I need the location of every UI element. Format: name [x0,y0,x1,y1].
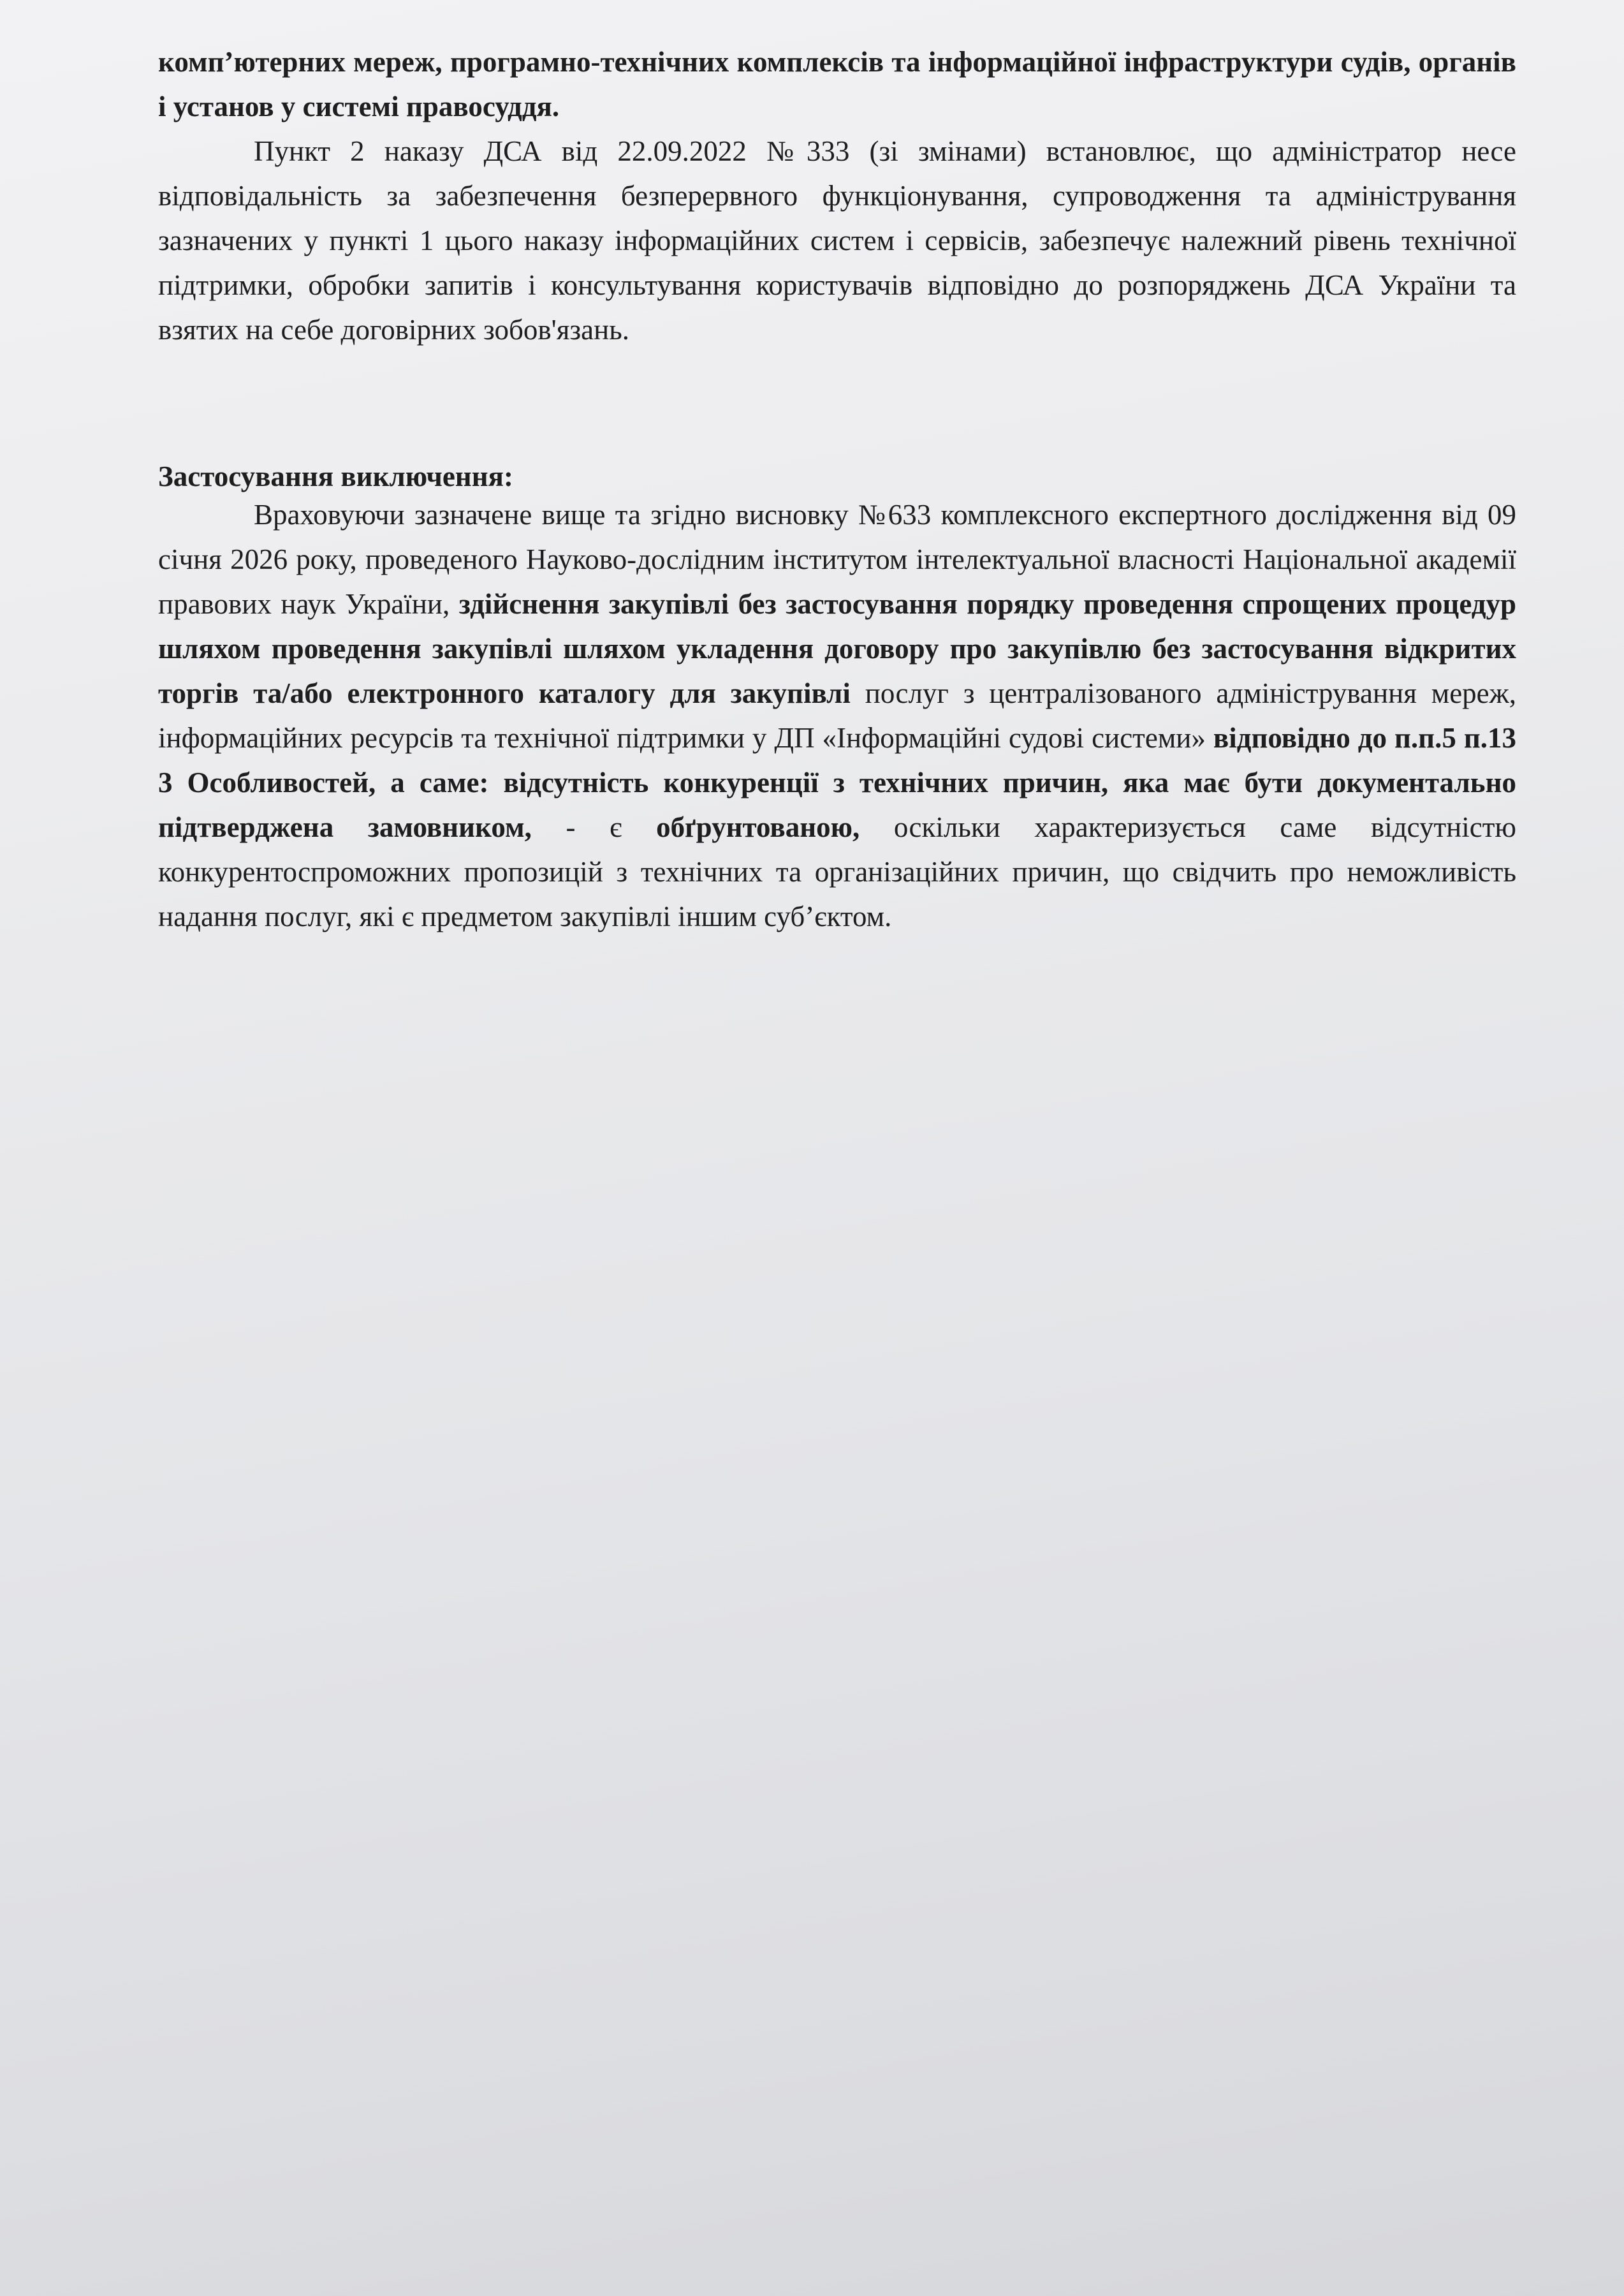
paragraph-bold-part: відповідно до п.п.5 п.13 3 Особливостей, а саме: відсутність конкуренції з технічних причин, яка має бути документально підтверджена замовником, [158,722,1517,843]
paragraph-text-part: оскільки характеризується саме відсутністю конкурентоспроможних пропозицій з технічних та організаційних причин, що свідчить про неможливість надання послуг, які є предметом закупівлі іншим суб’єктом. [158,811,1517,932]
paragraph-continuation: комп’ютерних мереж, програмно-технічних комплексів та інформаційної інфраструктури судів, органів і установ у системі правосуддя. [158,46,1516,122]
paragraph-exception-application [158,492,1516,939]
paragraph-bold-part: обґрунтованою, [656,811,860,843]
paragraph-text-part: Враховуючи зазначене вище та згідно висновку №633 комплексного експертного дослідження від 09 січня 2026 року, проведеного Науково-дослідним інститутом інтелектуальної власності Національної академії правових наук України, [158,499,1516,620]
paragraph-text-part: послуг з централізованого адміністрування мереж, інформаційних ресурсів та технічної підтримки у ДП «Інформаційні судові системи» [158,677,1516,754]
paragraph-text-part: - є [566,811,622,843]
section-heading: Застосування виключення: [158,460,513,492]
paragraph-admin-responsibility: Пункт 2 наказу ДСА від 22.09.2022 №333 (зі змінами) встановлює, що адміністратор несе відповідальність за забезпечення безперервного функціонування, супроводження та адміністрування зазначених у пункті 1 цього наказу інформаційних систем і сервісів, забезпечує належний рівень технічної підтримки, обробки запитів і консультування користувачів відповідно до розпоряджень ДСА України та взятих на себе договірних зобов'язань. [158,135,1516,346]
paragraph-bold-part: здійснення закупівлі без застосування порядку проведення спрощених процедур шляхом проведення закупівлі шляхом укладення договору про закупівлю без застосування відкритих торгів та/або електронного каталогу для закупівлі [158,588,1517,709]
